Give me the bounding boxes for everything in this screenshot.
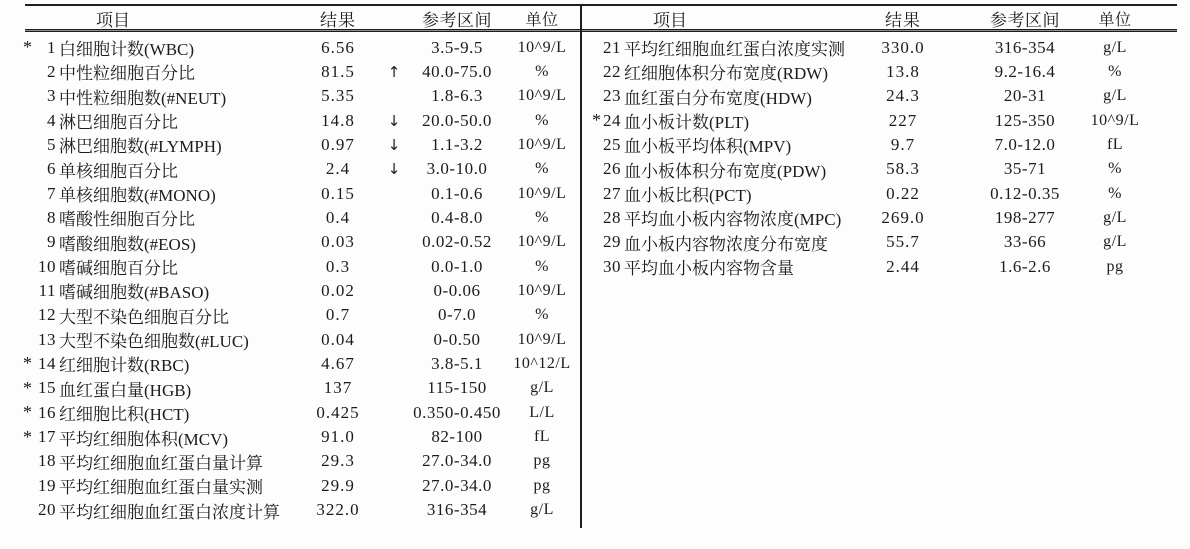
result-value: 9.7 [890,134,916,154]
reference-range: 35-71 [1003,159,1047,179]
unit-label: 10^9/L [517,38,567,56]
unit-label: 10^9/L [517,184,567,202]
reference-range: 0-0.06 [433,280,481,300]
result-value: 6.56 [321,37,355,57]
reference-range: 20-31 [1003,86,1047,106]
reference-range: 0.02-0.52 [422,232,492,252]
item-name: 大型不染色细胞百分比 [59,307,229,327]
unit-label: 10^9/L [517,233,567,251]
cbc-table-left [0,0,581,522]
table-row [0,449,581,473]
result-value: 0.97 [321,134,355,154]
cbc-table-right [581,0,1190,278]
result-value: 58.3 [886,159,920,179]
table-row [0,400,581,424]
reference-range: 9.2-16.4 [994,61,1056,81]
item-name: 大型不染色细胞数(#LUC) [59,332,249,352]
unit-label: % [535,208,549,226]
row-number: 22 [603,61,621,81]
reference-range: 3.5-9.5 [431,37,483,57]
table-row [0,303,581,327]
unit-label: % [535,306,549,324]
unit-label: % [1108,160,1122,178]
row-number: 25 [603,134,621,154]
table-rows-right [581,33,1190,278]
unit-label: pg [533,476,551,494]
item-name: 红细胞计数(RBC) [59,356,190,376]
unit-label: fL [1106,135,1124,153]
reference-range: 125-350 [994,110,1056,130]
reference-range: 1.8-6.3 [431,86,483,106]
reference-range: 198-277 [994,207,1056,227]
table-row [0,425,581,449]
item-name: 单核细胞数(#MONO) [59,186,216,206]
table-row [0,498,581,522]
item-name: 平均红细胞血红蛋白量实测 [59,478,263,498]
row-number: 27 [603,183,621,203]
table-rows-left [0,33,581,522]
result-value: 4.67 [321,353,355,373]
unit-label: g/L [530,501,554,519]
table-row [0,473,581,497]
item-name: 中性粒细胞数(#NEUT) [59,88,227,108]
abnormal-star-marker: * [23,37,32,57]
abnormal-star-marker: * [23,426,32,447]
row-number: 3 [47,86,56,106]
unit-label: g/L [1103,208,1127,226]
row-number: 9 [47,232,56,252]
row-number: 23 [603,86,621,106]
table-row [581,84,1190,108]
result-flag-icon: ↑ [387,62,401,81]
result-value: 0.3 [325,256,351,276]
table-row [0,254,581,278]
table-row [0,327,581,351]
reference-range: 0-0.50 [433,329,481,349]
row-number: 14 [38,353,56,373]
abnormal-star-marker: * [23,377,32,398]
item-name: 红细胞比积(HCT) [59,405,190,425]
row-number: 11 [38,280,56,300]
row-number: 18 [38,451,56,471]
row-number: 30 [603,256,621,276]
row-number: 24 [603,110,621,130]
table-row [581,254,1190,278]
item-name: 嗜酸性细胞百分比 [59,210,195,230]
unit-label: 10^9/L [1090,111,1140,129]
unit-label: 10^9/L [517,87,567,105]
result-flag-icon: ↓ [387,135,401,154]
reference-range: 0.0-1.0 [431,256,483,276]
result-value: 91.0 [321,427,355,446]
table-row [0,157,581,181]
item-name: 红细胞体积分布宽度(RDW) [624,64,828,84]
result-value: 0.04 [321,329,355,349]
result-value: 0.7 [325,305,351,325]
column-header-item: 项目 [96,11,130,30]
item-name: 平均血小板内容物浓度(MPC) [624,210,842,230]
reference-range: 115-150 [427,378,487,398]
table-row [0,59,581,83]
reference-range: 27.0-34.0 [422,451,492,471]
reference-range: 0.350-0.450 [413,402,501,422]
column-header-unit: 单位 [1098,12,1132,29]
table-row [0,181,581,205]
table-row [581,59,1190,83]
result-value: 0.4 [325,207,351,227]
item-name: 中性粒细胞百分比 [59,64,195,84]
table-row [581,35,1190,59]
unit-label: 10^9/L [517,330,567,348]
row-number: 26 [603,159,621,179]
reference-range: 27.0-34.0 [422,475,492,495]
unit-label: 10^12/L [513,354,571,372]
table-row [0,84,581,108]
item-name: 嗜碱细胞百分比 [59,259,178,279]
item-name: 平均红细胞体积(MCV) [59,429,229,449]
unit-label: 10^9/L [517,135,567,153]
table-row [0,278,581,302]
row-number: 29 [603,232,621,252]
item-name: 血红蛋白分布宽度(HDW) [624,88,812,108]
reference-range: 3.8-5.1 [431,353,483,373]
result-value: 81.5 [321,61,355,81]
row-number: 13 [38,329,56,349]
row-number: 17 [38,427,56,446]
item-name: 血小板比积(PCT) [624,186,752,206]
column-header-result: 结果 [885,11,921,30]
unit-label: g/L [530,379,554,397]
reference-range: 7.0-12.0 [994,134,1056,154]
result-value: 330.0 [881,37,925,57]
table-header [581,4,1190,33]
table-row [581,132,1190,156]
row-number: 15 [38,378,56,398]
item-name: 淋巴细胞百分比 [59,113,178,133]
table-row [581,230,1190,254]
reference-range: 316-354 [426,500,488,520]
item-name: 平均红细胞血红蛋白浓度实测 [624,40,845,59]
result-value: 227 [888,110,918,130]
row-number: 21 [603,37,621,57]
row-number: 16 [38,402,56,422]
result-value: 137 [323,378,353,398]
row-number: 2 [47,61,56,81]
unit-label: % [1108,184,1122,202]
result-value: 0.22 [886,183,920,203]
unit-label: fL [533,428,551,445]
unit-label: pg [533,452,551,470]
item-name: 血小板平均体积(MPV) [624,137,792,157]
reference-range: 33-66 [1003,232,1047,252]
item-name: 平均红细胞血红蛋白量计算 [59,453,263,473]
unit-label: % [535,257,549,275]
table-row [0,35,581,59]
reference-range: 0.1-0.6 [431,183,483,203]
table-row [581,108,1190,132]
result-value: 2.4 [325,159,351,179]
table-row [0,132,581,156]
table-row [581,157,1190,181]
item-name: 嗜碱细胞数(#BASO) [59,283,210,303]
item-name: 淋巴细胞数(#LYMPH) [59,137,222,157]
result-value: 55.7 [886,232,920,252]
abnormal-star-marker: * [592,110,601,131]
result-value: 269.0 [881,207,925,227]
result-value: 29.3 [321,451,355,471]
result-value: 24.3 [886,86,920,106]
item-name: 嗜酸细胞数(#EOS) [59,234,196,254]
result-value: 29.9 [321,475,355,495]
result-value: 322.0 [316,500,360,520]
result-value: 13.8 [886,61,920,81]
row-number: 8 [47,207,56,227]
row-number: 28 [603,207,621,227]
result-flag-icon: ↓ [387,111,401,130]
item-name: 平均血小板内容物含量 [624,259,794,279]
reference-range: 316-354 [994,37,1056,57]
row-number: 19 [38,475,56,495]
reference-range: 82-100 [431,427,483,446]
reference-range: 0-7.0 [438,305,476,325]
row-number: 7 [47,183,56,203]
item-name: 血小板体积分布宽度(PDW) [624,161,827,181]
result-value: 0.425 [316,402,360,422]
result-flag-icon: ↓ [387,160,401,179]
column-header-unit: 单位 [525,12,559,29]
table-row [581,181,1190,205]
result-value: 14.8 [321,110,355,130]
reference-range: 0.12-0.35 [990,183,1060,203]
reference-range: 1.1-3.2 [431,134,483,154]
unit-label: % [535,111,549,129]
table-header [0,4,581,33]
reference-range: 3.0-10.0 [426,159,488,179]
table-row [0,351,581,375]
result-value: 2.44 [886,256,920,276]
column-header-range: 参考区间 [422,11,492,30]
unit-label: g/L [1103,233,1127,251]
column-header-range: 参考区间 [990,11,1060,30]
abnormal-star-marker: * [23,353,32,374]
result-value: 0.03 [321,232,355,252]
unit-label: 10^9/L [517,281,567,299]
row-number: 20 [38,500,56,520]
unit-label: g/L [1103,38,1127,56]
unit-label: g/L [1103,87,1127,105]
row-number: 4 [47,110,56,130]
table-row [0,205,581,229]
item-name: 单核细胞百分比 [59,161,178,181]
column-header-item: 项目 [653,11,687,30]
reference-range: 0.4-8.0 [431,207,483,227]
unit-label: % [535,62,549,80]
unit-label: L/L [529,403,555,421]
unit-label: % [1108,62,1122,80]
result-value: 5.35 [321,86,355,106]
reference-range: 40.0-75.0 [422,61,492,81]
item-name: 血红蛋白量(HGB) [59,380,192,400]
item-name: 平均红细胞血红蛋白浓度计算 [59,502,280,522]
result-value: 0.15 [321,183,355,203]
result-value: 0.02 [321,280,355,300]
column-header-result: 结果 [320,11,356,30]
reference-range: 20.0-50.0 [422,110,492,130]
table-row [581,205,1190,229]
item-name: 白细胞计数(WBC) [59,40,195,59]
row-number: 6 [47,159,56,179]
row-number: 5 [47,134,56,154]
reference-range: 1.6-2.6 [999,256,1051,276]
table-row [0,230,581,254]
abnormal-star-marker: * [23,402,32,423]
unit-label: % [535,160,549,178]
item-name: 血小板内容物浓度分布宽度 [624,234,828,254]
table-row [0,108,581,132]
unit-label: pg [1106,257,1124,275]
item-name: 血小板计数(PLT) [624,113,749,133]
table-row [0,376,581,400]
row-number: 12 [38,305,56,325]
row-number: 10 [38,256,56,276]
row-number: 1 [47,37,56,57]
